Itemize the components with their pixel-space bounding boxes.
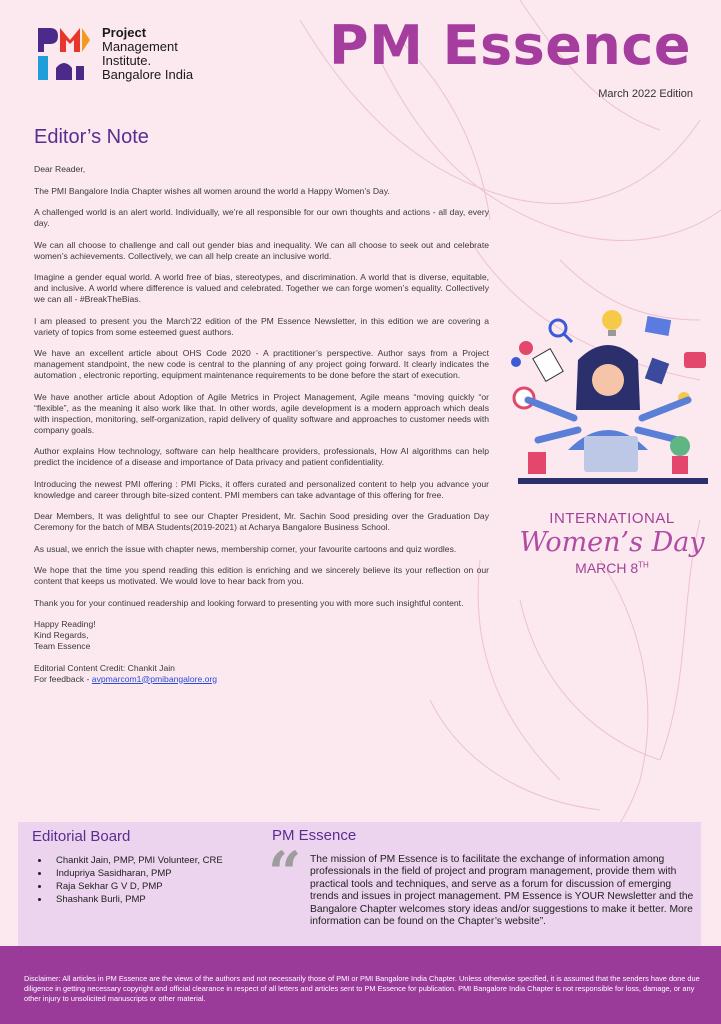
list-item: • Raja Sekhar G V D, PMP [50,880,223,893]
signoff-line: Team Essence [34,641,91,651]
credits [34,663,489,685]
edition-label: March 2022 Edition [598,88,693,100]
editorial-board-list [32,854,223,906]
mission-title: PM Essence [272,827,357,844]
paragraph: Thank you for your continued readership and looking forward to presenting you with more such insightful content. [34,597,464,608]
masthead-title: PM Essence [329,14,691,77]
footer-bar [0,946,721,1024]
paragraph: Introducing the newest PMI offering : PMI Picks, it offers curated and personalized content to help you advance your knowledge and career through bite-sized content. PMI members can take advantage of this offering for free. [34,478,489,500]
paragraph: Imagine a gender equal world. A world free of bias, stereotypes, and discrimination. A world that is diverse, equitable, and inclusive. A world where difference is valued and celebrated. Together we can forge women’s equality. Collectively we can all - #BreakTheBias. [34,272,489,304]
content-credit: Editorial Content Credit: Chankit Jain [34,662,175,673]
iwd-date-text: MARCH 8 [575,560,639,576]
paragraph: We have another article about Adoption of Agile Metrics in Project Management, Agile means “moving quickly “or “flexible”, as the meaning it also work like that. In other words, agile development is a modern approach which deals with inspection, monitoring, self-organization, rapid delivery of quality software and approaches to customer needs with company goals. [34,391,489,435]
paragraph: We hope that the time you spend reading this edition is enriching and we sincerely believe its your reflection on our content that keeps us motivated. We would love to hear back from you. [34,565,489,586]
womens-day-badge [512,510,712,576]
iwd-line-womens-day: Women’s Day [519,527,705,558]
pmi-chapter-logo [36,26,226,84]
paragraph: Dear Reader, [34,164,86,174]
list-item: • Chankit Jain, PMP, PMI Volunteer, CRE [50,854,223,867]
paragraph: A challenged world is an alert world. Individually, we’re all responsible for our own thoughts and actions - all day, every day. [34,207,489,228]
signoff-line: Happy Reading! [34,619,96,629]
editors-note-body [34,164,489,695]
multitasking-woman-illustration [508,300,718,500]
iwd-line-date [512,560,712,576]
logo-line-institute: Institute. [102,53,152,68]
list-item: • Indupriya Sasidharan, PMP [50,867,223,880]
iwd-date-suffix: TH [638,560,649,570]
section-title: Editor’s Note [34,126,149,148]
quote-mark-icon: “ [268,839,302,907]
logo-line-project: Project [102,25,147,40]
logo-line-chapter: Bangalore India [102,67,194,82]
feedback-email-link[interactable]: avpmarcom1@pmibangalore.org [91,673,218,684]
paragraph: As usual, we enrich the issue with chapter news, membership corner, your favourite cartoons and quiz wordles. [34,543,457,554]
feedback-label: For feedback - [34,673,92,684]
disclaimer-text: Disclaimer: All articles in PM Essence are the views of the authors and not necessarily those of PMI or PMI Bangalore India Chapter. Unless otherwise specified, it is assumed that the senders have done due diligence in getting necessary copyright and official clearance in respect of all letters and articles sent to PM Essence for publication. PMI Bangalore India Chapter is not responsible for loss, damage, or any other injury to unsolicited manuscripts or other material. [24,974,700,1003]
logo-text [102,26,193,82]
paragraph: I am pleased to present you the March’22 edition of the PM Essence Newsletter, in this edition we are covering a variety of topics from some esteemed guest authors. [34,315,489,337]
editorial-board-title: Editorial Board [32,828,131,845]
paragraph: We can all choose to challenge and call out gender bias and inequality. We can all choose to seek out and celebrate women’s achievements. Collectively, we can all help create an inclusive world. [34,239,489,261]
paragraph: Dear Members, It was delightful to see our Chapter President, Mr. Sachin Sood presiding over the Graduation Day Ceremony for the batch of MBA Students(2019-2021) at Acharya Bangalore Business School. [34,511,489,532]
mission-text: The mission of PM Essence is to facilitate the exchange of information among professionals in the field of project and program management, provide them with practical tools and techniques, and serve as a forum for discussion of emerging trends and issues in project management. PM Essence is YOUR Newsletter and the Bangalore Chapter welcomes story ideas and/or suggestions to make it better. More information can be found on the Chapter’s website”. [310,854,694,928]
signoff [34,619,489,652]
list-item: • Shashank Burli, PMP [50,893,223,906]
pmi-logo-icon [36,26,92,82]
paragraph: We have an excellent article about OHS Code 2020 - A practitioner’s perspective. Author says from a Project management standpoint, the new code is central to the planning of any project going forward. It clearly indicates the automation , electronic reporting, equipment maintenance requirements to be done before the start of execution. [34,348,489,380]
paragraph: Author explains How technology, software can help healthcare providers, professionals, How AI algorithms can help predict the incidence of a disease and importance of Data privacy and patient confidentiality. [34,446,489,467]
paragraph: The PMI Bangalore India Chapter wishes all women around the world a Happy Women’s Day. [34,185,390,196]
logo-line-management: Management [102,39,178,54]
signoff-line: Kind Regards, [34,630,89,640]
iwd-line-international: INTERNATIONAL [549,510,675,527]
editorial-panel [18,822,701,946]
